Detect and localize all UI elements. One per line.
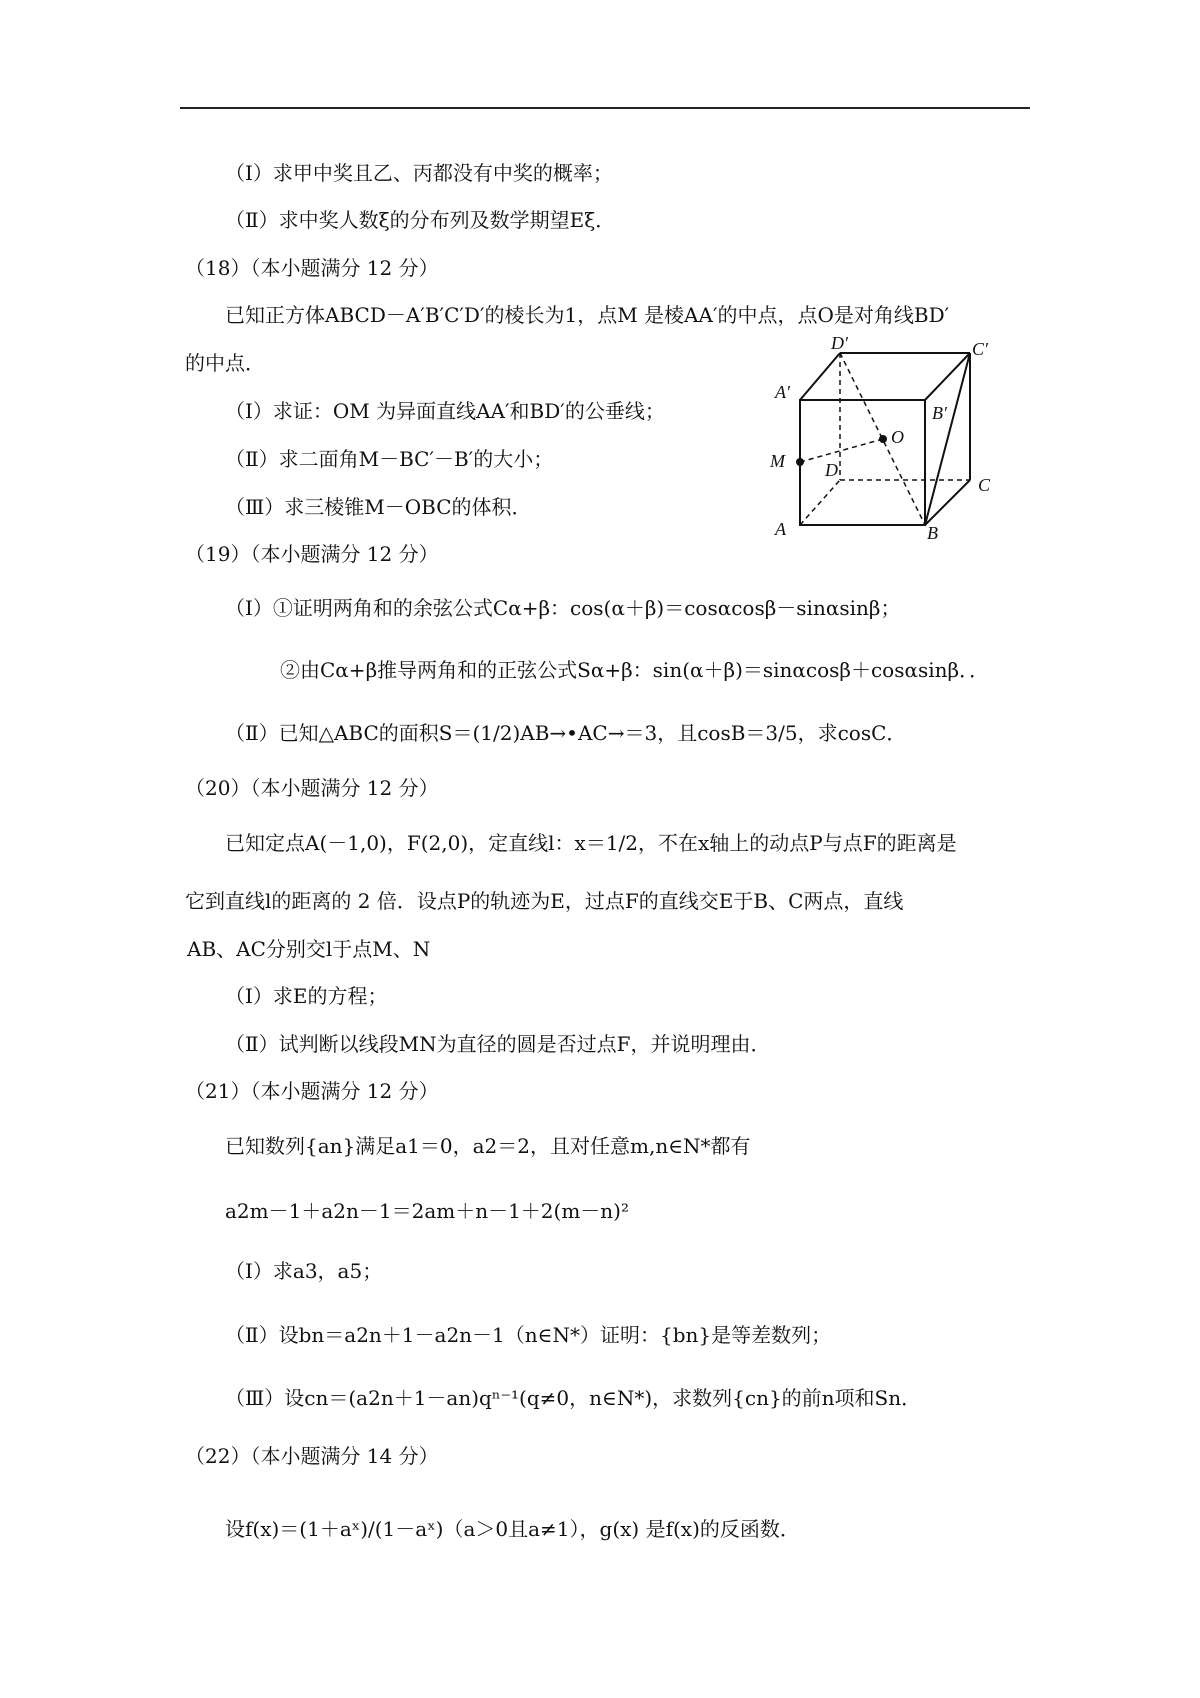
q21-part1: （Ⅰ）求a3，a5； [225, 1259, 383, 1283]
label-o: O [891, 427, 904, 447]
cube-front-face [800, 400, 925, 525]
q22-statement: 设f(x)＝(1＋aˣ)/(1－aˣ)（a＞0且a≠1），g(x) 是f(x)的反函数． [225, 1517, 800, 1541]
hidden-edge-a-d [800, 480, 840, 525]
q18-part1: （Ⅰ）求证：OM 为异面直线AA′和BD′的公垂线； [225, 399, 665, 423]
q19-part2: （Ⅱ）已知△ABC的面积S＝(1/2)AB→•AC→＝3，且cosB＝3/5，求cosC． [225, 721, 907, 745]
q19-part1-b: ②由Cα+β推导两角和的正弦公式Sα+β：sin(α＋β)＝sinαcosβ＋cosαsinβ．． [280, 658, 990, 682]
q19-heading: （19）（本小题满分 12 分） [185, 542, 439, 566]
q21-heading: （21）（本小题满分 12 分） [185, 1079, 439, 1103]
q21-recurrence: a2m－1＋a2n－1＝2am＋n－1＋2(m－n)² [225, 1199, 630, 1223]
edge-b-cprime [925, 353, 970, 525]
label-b-prime: B′ [932, 403, 947, 423]
label-c: C [978, 475, 991, 495]
q20-heading: （20）（本小题满分 12 分） [185, 776, 439, 800]
label-d-prime: D′ [831, 335, 848, 353]
q18-heading: （18）（本小题满分 12 分） [185, 256, 439, 280]
label-a: A [775, 519, 786, 539]
q20-statement-line3: AB、AC分别交l于点M、N [187, 937, 431, 961]
q20-statement-line2: 它到直线l的距离的 2 倍．设点P的轨迹为E，过点F的直线交E于B、C两点，直线 [185, 889, 904, 913]
q17-part1: （Ⅰ）求甲中奖且乙、丙都没有中奖的概率； [225, 161, 613, 185]
header-rule [180, 107, 1030, 109]
q17-part2: （Ⅱ）求中奖人数ξ的分布列及数学期望Eξ． [225, 208, 616, 232]
q18-part2: （Ⅱ）求二面角M－BC′－B′的大小； [225, 447, 554, 471]
q20-statement-line1: 已知定点A(－1,0)，F(2,0)，定直线l：x＝1/2，不在x轴上的动点P与点F的距离是 [225, 831, 957, 855]
q21-part3: （Ⅲ）设cn＝(a2n＋1－an)qⁿ⁻¹(q≠0，n∈N*)，求数列{cn}的前n项和Sn． [225, 1386, 922, 1410]
point-o [879, 435, 887, 443]
q18-part3: （Ⅲ）求三棱锥M－OBC的体积． [225, 495, 532, 519]
cube-figure [765, 335, 1040, 550]
label-b: B [927, 523, 938, 543]
q18-statement-line2: 的中点． [185, 351, 265, 375]
edge-aprime-dprime [800, 353, 840, 400]
q20-part2: （Ⅱ）试判断以线段MN为直径的圆是否过点F，并说明理由． [225, 1032, 771, 1056]
point-m [796, 458, 804, 466]
q19-part1-a: （Ⅰ）①证明两角和的余弦公式Cα+β：cos(α＋β)＝cosαcosβ－sinαsinβ； [225, 596, 901, 620]
hidden-segment-m-o [800, 439, 883, 462]
label-a-prime: A′ [775, 382, 790, 402]
q21-statement: 已知数列{an}满足a1＝0，a2＝2，且对任意m,n∈N*都有 [225, 1134, 751, 1158]
q18-statement-line1: 已知正方体ABCD－A′B′C′D′的棱长为1，点M 是棱AA′的中点，点O是对角线BD′ [225, 303, 950, 327]
q21-part2: （Ⅱ）设bn＝a2n＋1－a2n－1（n∈N*）证明：{bn}是等差数列； [225, 1323, 832, 1347]
label-m: M [770, 451, 785, 471]
label-d: D [825, 460, 838, 480]
q22-heading: （22）（本小题满分 14 分） [185, 1444, 439, 1468]
label-c-prime: C′ [972, 339, 988, 359]
q20-part1: （Ⅰ）求E的方程； [225, 984, 388, 1008]
